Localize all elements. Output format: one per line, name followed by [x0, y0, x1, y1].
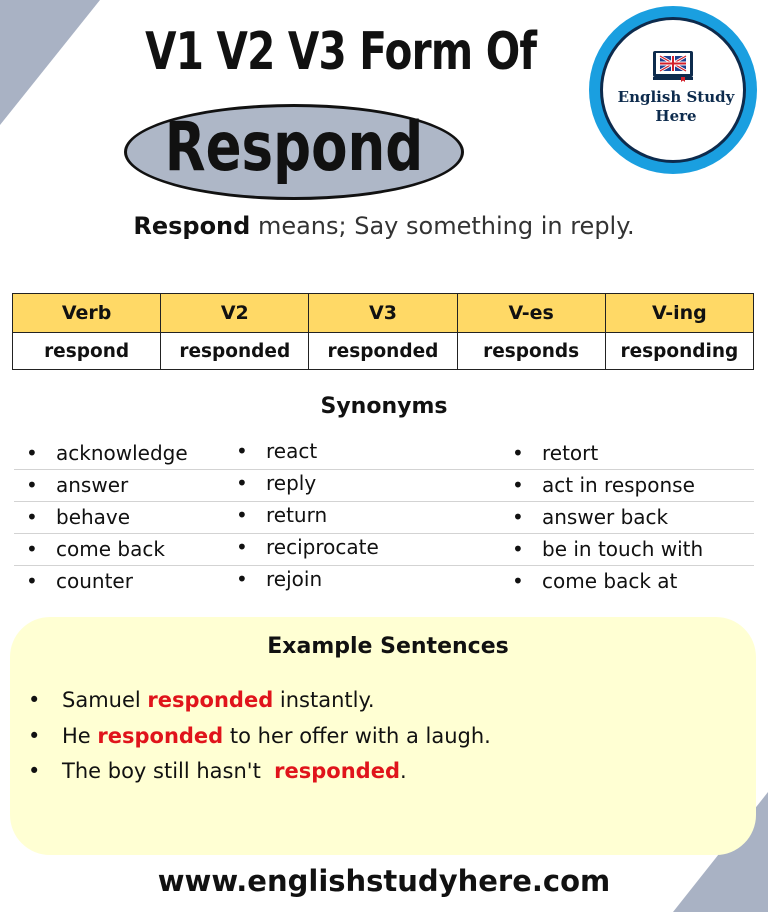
synonym-item: • reciprocate — [266, 535, 379, 559]
synonym-item: • return — [266, 503, 327, 527]
synonym-item: • answer back — [542, 505, 668, 529]
website-url[interactable]: www.englishstudyhere.com — [157, 864, 611, 898]
table-cell: responding — [605, 333, 753, 370]
logo-text-line2: Here — [655, 107, 697, 125]
synonym-item: • retort — [542, 441, 598, 465]
book-with-uk-flag-icon — [651, 48, 699, 82]
example-highlight: responded — [274, 759, 400, 783]
table-header-cell: V-es — [457, 294, 605, 333]
table-cell: respond — [13, 333, 161, 370]
synonym-item: • act in response — [542, 473, 695, 497]
example-text: Samuel — [62, 688, 148, 712]
meaning-sentence — [0, 212, 768, 240]
synonym-item: • react — [266, 439, 317, 463]
synonym-item: • come back — [56, 537, 165, 561]
site-logo[interactable] — [589, 6, 757, 174]
synonym-item: • rejoin — [266, 567, 322, 591]
example-text: He — [62, 724, 98, 748]
logo-text-line1: English Study — [617, 88, 735, 106]
verb-heading: Respond — [164, 108, 424, 187]
example-sentence — [62, 724, 491, 748]
logo-inner-circle — [600, 17, 746, 163]
verb-forms-table — [12, 293, 754, 370]
example-text: . — [399, 759, 407, 783]
synonym-item: • acknowledge — [56, 441, 188, 465]
synonym-item: • answer — [56, 473, 128, 497]
table-header-cell: V2 — [161, 294, 309, 333]
example-sentence — [62, 759, 407, 783]
table-cell: responded — [161, 333, 309, 370]
synonym-item: • counter — [56, 569, 133, 593]
table-header-cell: V3 — [309, 294, 457, 333]
table-header-row — [13, 294, 754, 333]
example-sentences-heading: Example Sentences — [267, 634, 509, 659]
example-text: instantly. — [273, 688, 375, 712]
corner-decoration-top-left — [0, 0, 100, 125]
page-title: V1 V2 V3 Form Of — [145, 22, 537, 82]
table-header-cell: Verb — [13, 294, 161, 333]
synonym-item: • behave — [56, 505, 130, 529]
example-text: The boy still hasn't — [62, 759, 275, 783]
table-cell: responded — [309, 333, 457, 370]
example-highlight: responded — [147, 688, 274, 712]
synonym-item: • reply — [266, 471, 316, 495]
synonym-item: • be in touch with — [542, 537, 703, 561]
synonym-item: • come back at — [542, 569, 677, 593]
table-cell: responds — [457, 333, 605, 370]
table-header-cell: V-ing — [605, 294, 753, 333]
example-sentence — [62, 688, 375, 712]
example-highlight: responded — [97, 724, 224, 748]
synonyms-heading: Synonyms — [320, 394, 448, 419]
meaning-text: means; Say something in reply. — [250, 212, 635, 240]
table-row — [13, 333, 754, 370]
logo-text — [603, 88, 749, 126]
meaning-word: Respond — [133, 212, 251, 240]
example-text: to her offer with a laugh. — [223, 724, 491, 748]
